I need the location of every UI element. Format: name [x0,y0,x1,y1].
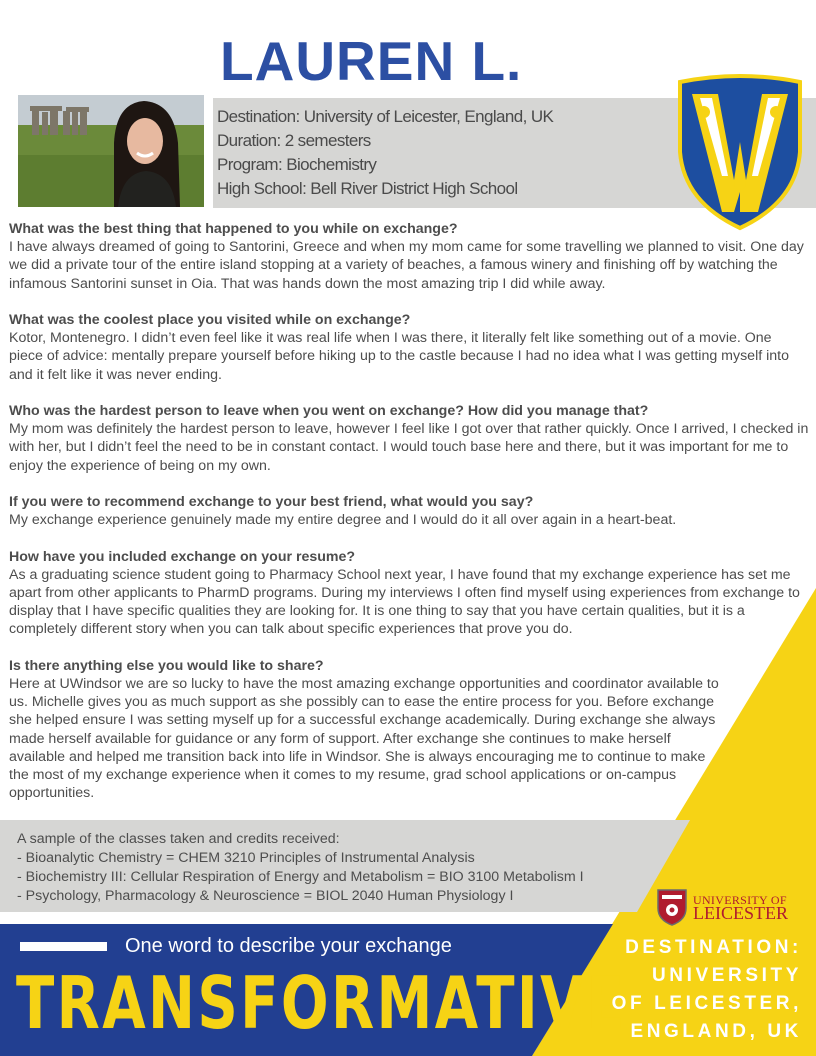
classes-intro: A sample of the classes taken and credits received: [17,831,340,847]
destination-line-3: OF LEICESTER, [611,993,802,1014]
high-school-text: High School: Bell River District High School [217,179,518,198]
uwindsor-crest-icon [676,72,804,232]
leicester-shield-icon [656,888,688,926]
question-2: What was the coolest place you visited while on exchange? [9,312,411,328]
answer-5: As a graduating science student going to Pharmacy School next year, I have found that my exchange experience has set me apart from other applicants to PharmD programs. During my interviews I often find myself using experiences from exchange to display that I have specific qualities they are looking for. It is one thing to say that you have certain qualities, but it is a completely different story when you can talk about specific experiences that prove you do. [9,566,800,638]
classes-panel [0,820,690,912]
accent-bar [20,942,107,951]
leicester-logo-line2: LEICESTER [693,903,788,923]
destination-callout [612,934,802,1046]
one-word-label: One word to describe your exchange [125,935,452,957]
destination-line-1: DESTINATION: [625,937,802,958]
qa-section [9,220,809,821]
question-1: What was the best thing that happened to you while on exchange? [9,221,458,237]
question-3: Who was the hardest person to leave when you went on exchange? How did you manage that? [9,403,649,419]
class-item-2: - Biochemistry III: Cellular Respiration of Energy and Metabolism = BIO 3100 Metabolism I [17,869,584,885]
program-text: Program: Biochemistry [217,155,377,174]
class-item-3: - Psychology, Pharmacology & Neuroscience = BIOL 2040 Human Physiology I [17,888,514,904]
question-4: If you were to recommend exchange to your best friend, what would you say? [9,494,534,510]
answer-4: My exchange experience genuinely made my entire degree and I would do it all over again in a heart-beat. [9,512,677,529]
answer-1: I have always dreamed of going to Santorini, Greece and when my mom came for some travelling we planned to visit. One day we did a private tour of the entire island stopping at a variety of beaches, a famous winery and finishing off by watching the infamous Santorini sunset in Oia. That was hands down the most amazing trip I did while away. [9,239,804,292]
destination-line-4: ENGLAND, UK [630,1021,802,1042]
destination-line-2: UNIVERSITY [651,965,802,986]
answer-2: Kotor, Montenegro. I didn’t even feel like it was real life when I was there, it literally felt like something out of a movie. One piece of advice: mentally prepare yourself before hiking up to the castle because I had no idea what I was getting myself into and it felt like it was never ending. [9,330,789,383]
question-6: Is there anything else you would like to share? [9,657,324,674]
student-name: LAUREN L. [220,30,523,92]
question-5: How have you included exchange on your resume? [9,548,356,565]
student-photo [18,95,204,207]
destination-text: Destination: University of Leicester, England, UK [217,107,554,126]
leicester-logo [656,888,806,928]
answer-6: Here at UWindsor we are so lucky to have the most amazing exchange opportunities and coordinator available to us. Michelle gives you as much support as she possibly can to ease the entire process for you. Before exchange she helped ensure I was setting myself up for a successful exchange academically. During exchange she always made herself available for guidance or any form of support. After exchange she continues to make herself available and helped me transition back into life in Windsor. She is always encouraging me to continue to make the most of my exchange experience when it comes to my resume, grad school applications or on-campus opportunities. [9,676,719,802]
leicester-logo-line1: UNIVERSITY OF [693,893,787,907]
class-item-1: - Bioanalytic Chemistry = CHEM 3210 Principles of Instrumental Analysis [17,850,475,866]
answer-3: My mom was definitely the hardest person to leave, however I feel like I got over that rather quickly. Once I arrived, I checked in with her, but I didn’t feel the need to be in constant contact. I would touch base here and there, but it was important for me to enjoy the experience of being on my own. [9,421,809,474]
one-word-value: TRANSFORMATIVE [16,961,627,1045]
duration-text: Duration: 2 semesters [217,131,371,150]
